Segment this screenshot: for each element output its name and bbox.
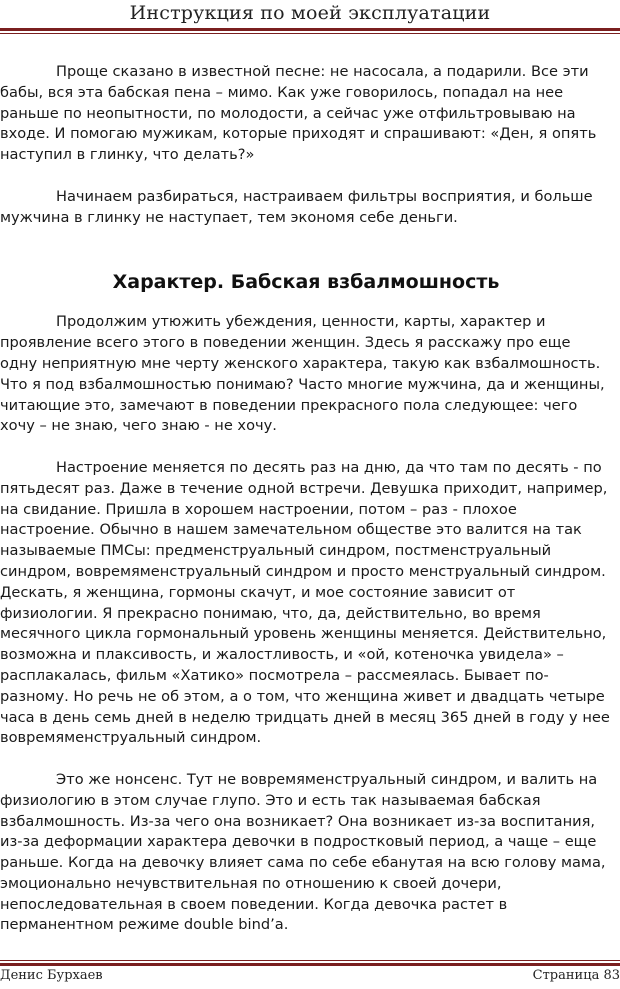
paragraph: Настроение меняется по десять раз на дню, да что там по десять - по пятьдесят раз. Даже в течение одной встречи. Девушка приходит, например, на свидание. Пришла в хорошем настроении, потом – раз - плохое настроение. Обычно в нашем замечательном обществе это валится на так называемые ПМСы: предменструальный синдром, постменструальный синдром, вовремяменструальный синдром и просто менструальный синдром. Дескать, я женщина, гормоны скачут, и мое состояние зависит от физиологии. Я прекрасно понимаю, что, да, действительно, во время месячного цикла гормональный уровень женщины меняется. Действительно, возможна и плаксивость, и жалостливость, и «ой, котеночка увидела» – расплакалась, фильм «Хатико» посмотрела – рассмеялась. Бывает по-разному. Но речь не об этом, а о том, что женщина живет и двадцать четыре часа в день семь дней в неделю тридцать дней в месяц 365 дней в году у нее вовремяменструальный синдром. <box>0 458 610 747</box>
header-rule-thin <box>0 33 620 34</box>
header-rule-thick <box>0 28 620 31</box>
paragraph: Начинаем разбираться, настраиваем фильтры восприятия, и больше мужчина в глинку не наступает, тем экономя себе деньги. <box>0 187 593 226</box>
footer-rule-thin <box>0 960 620 961</box>
section-heading: Характер. Бабская взбалмошность <box>112 271 500 294</box>
footer-page-number: Страница 83 <box>532 968 620 983</box>
paragraph: Это же нонсенс. Тут не вовремяменструальный синдром, и валить на физиологию в этом случае глупо. Это и есть так называемая бабская взбалмошность. Из-за чего она возникает? Она возникает из-за воспитания, из-за деформации характера девочки в подростковый период, а чаще – еще раньше. Когда на девочку влияет сама по себе ебанутая на всю голову мама, эмоционально нечувствительная по отношению к своей дочери, непоследовательная в своем поведении. Когда девочка растет в перманентном режиме double bind’a. <box>0 770 606 934</box>
page-header-title: Инструкция по моей эксплуатации <box>129 2 491 24</box>
footer-rule-thick <box>0 963 620 966</box>
paragraph: Проще сказано в известной песне: не насосала, а подарили. Все эти бабы, вся эта бабская пена – мимо. Как уже говорилось, попадал на нее раньше по неопытности, по молодости, а сейчас уже отфильтровываю на входе. И помогаю мужикам, которые приходят и спрашивают: «Ден, я опять наступил в глинку, что делать?» <box>0 63 597 164</box>
footer-author: Денис Бурхаев <box>0 968 103 983</box>
paragraph: Продолжим утюжить убеждения, ценности, карты, характер и проявление всего этого в поведении женщин. Здесь я расскажу про еще одну неприятную мне черту женского характера, такую как взбалмошность. Что я под взбалмошностью понимаю? Часто многие мужчина, да и женщины, читающие это, замечают в поведении прекрасного пола следующее: чего хочу – не знаю, чего знаю - не хочу. <box>0 313 605 435</box>
page-content <box>0 62 612 957</box>
